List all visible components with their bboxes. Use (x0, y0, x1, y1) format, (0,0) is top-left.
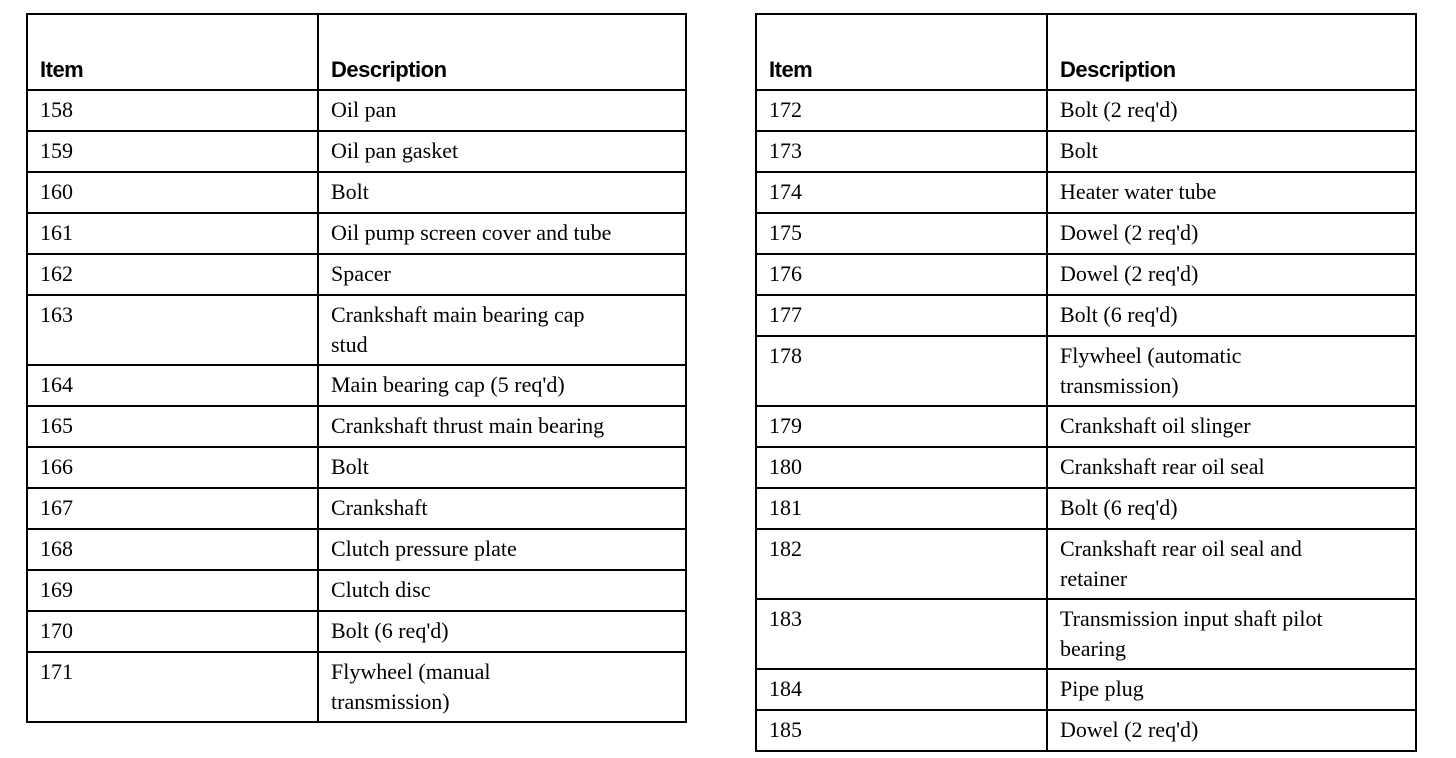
item-cell: 171 (27, 652, 318, 722)
description-cell: Crankshaft (318, 488, 686, 529)
item-cell: 164 (27, 365, 318, 406)
table-row (27, 652, 686, 722)
description-cell: Oil pump screen cover and tube (318, 213, 686, 254)
description-cell: Flywheel (manual transmission) (318, 652, 686, 722)
item-cell: 176 (756, 254, 1047, 295)
header-row (756, 14, 1416, 90)
item-cell: 168 (27, 529, 318, 570)
item-cell: 181 (756, 488, 1047, 529)
description-cell: Bolt (6 req'd) (1047, 295, 1416, 336)
description-cell: Main bearing cap (5 req'd) (318, 365, 686, 406)
table-row (27, 90, 686, 131)
item-cell: 182 (756, 529, 1047, 599)
table-row (756, 710, 1416, 751)
table-row (27, 447, 686, 488)
description-cell: Bolt (2 req'd) (1047, 90, 1416, 131)
item-column-header: Item (27, 14, 318, 90)
description-cell: Heater water tube (1047, 172, 1416, 213)
description-cell: Bolt (318, 172, 686, 213)
table-row (27, 365, 686, 406)
description-cell: Crankshaft rear oil seal and retainer (1047, 529, 1416, 599)
item-cell: 169 (27, 570, 318, 611)
item-cell: 166 (27, 447, 318, 488)
description-cell: Dowel (2 req'd) (1047, 710, 1416, 751)
table-row (756, 406, 1416, 447)
description-cell: Crankshaft thrust main bearing (318, 406, 686, 447)
description-cell: Oil pan gasket (318, 131, 686, 172)
table-row (756, 529, 1416, 599)
parts-table-left (26, 13, 687, 723)
description-cell: Bolt (6 req'd) (318, 611, 686, 652)
description-cell: Crankshaft main bearing cap stud (318, 295, 686, 365)
table-row (27, 611, 686, 652)
table-row (756, 669, 1416, 710)
table-row (27, 254, 686, 295)
item-cell: 178 (756, 336, 1047, 406)
description-cell: Transmission input shaft pilot bearing (1047, 599, 1416, 669)
item-cell: 167 (27, 488, 318, 529)
description-cell: Clutch disc (318, 570, 686, 611)
item-cell: 185 (756, 710, 1047, 751)
item-cell: 163 (27, 295, 318, 365)
description-cell: Dowel (2 req'd) (1047, 254, 1416, 295)
table-row (756, 488, 1416, 529)
table-row (756, 336, 1416, 406)
header-row (27, 14, 686, 90)
description-cell: Bolt (318, 447, 686, 488)
item-cell: 184 (756, 669, 1047, 710)
table-row (756, 213, 1416, 254)
item-cell: 175 (756, 213, 1047, 254)
table-row (27, 213, 686, 254)
table-row (27, 172, 686, 213)
table-row (756, 254, 1416, 295)
item-cell: 183 (756, 599, 1047, 669)
description-cell: Dowel (2 req'd) (1047, 213, 1416, 254)
item-cell: 161 (27, 213, 318, 254)
table-row (27, 295, 686, 365)
description-cell: Bolt (6 req'd) (1047, 488, 1416, 529)
item-cell: 159 (27, 131, 318, 172)
item-cell: 162 (27, 254, 318, 295)
description-cell: Crankshaft rear oil seal (1047, 447, 1416, 488)
item-cell: 170 (27, 611, 318, 652)
description-cell: Crankshaft oil slinger (1047, 406, 1416, 447)
item-column-header: Item (756, 14, 1047, 90)
description-cell: Clutch pressure plate (318, 529, 686, 570)
description-cell: Flywheel (automatic transmission) (1047, 336, 1416, 406)
item-cell: 180 (756, 447, 1047, 488)
item-cell: 177 (756, 295, 1047, 336)
item-cell: 174 (756, 172, 1047, 213)
table-row (27, 131, 686, 172)
parts-table-right (755, 13, 1417, 752)
description-cell: Spacer (318, 254, 686, 295)
table-row (27, 570, 686, 611)
table-row (756, 447, 1416, 488)
table-row (756, 172, 1416, 213)
item-cell: 173 (756, 131, 1047, 172)
description-cell: Bolt (1047, 131, 1416, 172)
table-row (27, 406, 686, 447)
item-cell: 179 (756, 406, 1047, 447)
table-row (27, 488, 686, 529)
table-row (756, 90, 1416, 131)
description-cell: Pipe plug (1047, 669, 1416, 710)
item-cell: 172 (756, 90, 1047, 131)
description-cell: Oil pan (318, 90, 686, 131)
item-cell: 165 (27, 406, 318, 447)
item-cell: 158 (27, 90, 318, 131)
description-column-header: Description (1047, 14, 1416, 90)
table-row (756, 599, 1416, 669)
description-column-header: Description (318, 14, 686, 90)
table-row (756, 131, 1416, 172)
item-cell: 160 (27, 172, 318, 213)
table-row (756, 295, 1416, 336)
table-row (27, 529, 686, 570)
